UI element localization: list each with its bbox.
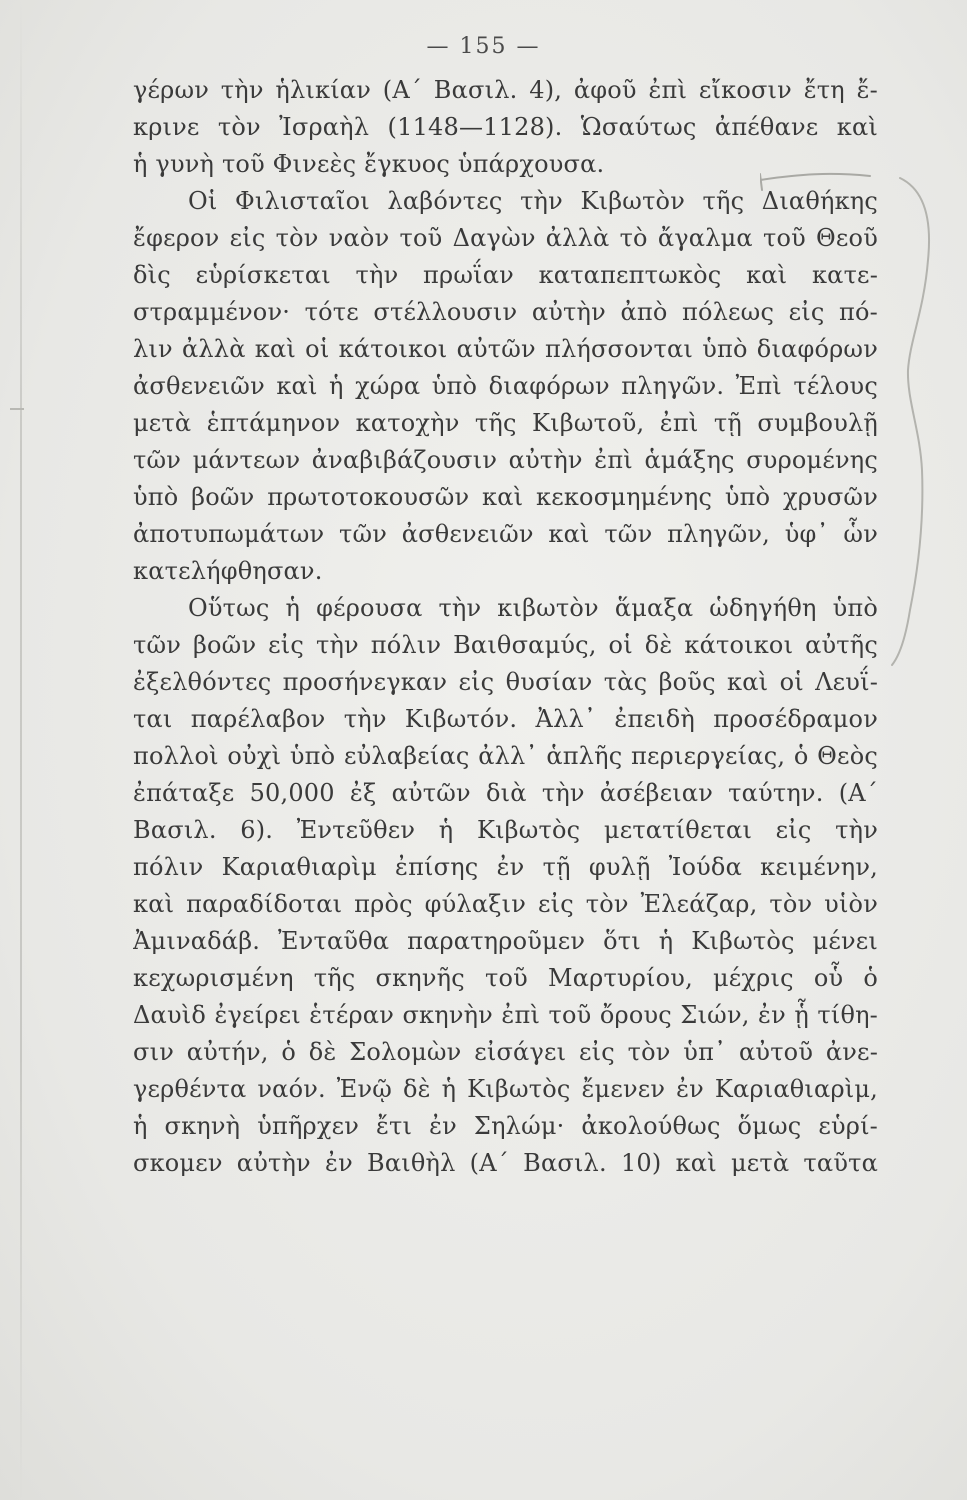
text-line: ἐξελθόντες προσήνεγκαν εἰς θυσίαν τὰς βοῦς καὶ οἱ Λευΐ- — [133, 668, 878, 696]
text-line: ἐπάταξε 50,000 ἐξ αὐτῶν διὰ τὴν ἀσέβειαν ταύτην. (Α´ — [133, 779, 878, 807]
text-line: μετὰ ἑπτάμηνον κατοχὴν τῆς Κιβωτοῦ, ἐπὶ τῇ συμβουλῇ — [133, 409, 878, 437]
text-line: λιν ἀλλὰ καὶ οἱ κάτοικοι αὐτῶν πλήσσονται ὑπὸ διαφόρων — [133, 335, 878, 363]
text-line: πολλοὶ οὐχὶ ὑπὸ εὐλαβείας ἀλλ᾽ ἁπλῆς περιεργείας, ὁ Θεὸς — [133, 742, 878, 770]
text-line: ἔφερον εἰς τὸν ναὸν τοῦ Δαγὼν ἀλλὰ τὸ ἄγαλμα τοῦ Θεοῦ — [133, 224, 878, 252]
text-line: πόλιν Καριαθιαρὶμ ἐπίσης ἐν τῇ φυλῇ Ἰούδα κειμένην, — [133, 853, 878, 881]
page-fold-shadow — [20, 0, 22, 1500]
text-line: ἀσθενειῶν καὶ ἡ χώρα ὑπὸ διαφόρων πληγῶν. Ἐπὶ τέλους — [133, 372, 878, 400]
margin-mark — [10, 408, 24, 410]
pencil-bracket-mark — [760, 160, 960, 680]
text-line: κρινε τὸν Ἰσραὴλ (1148—1128). Ὡσαύτως ἀπέθανε καὶ — [133, 113, 878, 141]
text-line: ἡ σκηνὴ ὑπῆρχεν ἔτι ἐν Σηλώμ· ἀκολούθως ὅμως εὑρί- — [133, 1112, 878, 1140]
text-line: κεχωρισμένη τῆς σκηνῆς τοῦ Μαρτυρίου, μέχρις οὗ ὁ — [133, 964, 878, 992]
text-line: Δαυὶδ ἐγείρει ἑτέραν σκηνὴν ἐπὶ τοῦ ὄρους Σιών, ἐν ᾗ τίθη- — [133, 1001, 878, 1029]
text-line: Βασιλ. 6). Ἐντεῦθεν ἡ Κιβωτὸς μετατίθεται εἰς τὴν — [133, 816, 878, 844]
page-number: — 155 — — [426, 34, 541, 59]
text-line: τῶν βοῶν εἰς τὴν πόλιν Βαιθσαμύς, οἱ δὲ κάτοικοι αὐτῆς — [133, 631, 878, 659]
text-line: στραμμένον· τότε στέλλουσιν αὐτὴν ἀπὸ πόλεως εἰς πό- — [133, 298, 878, 326]
text-line: Ἀμιναδάβ. Ἐνταῦθα παρατηροῦμεν ὅτι ἡ Κιβωτὸς μένει — [133, 927, 878, 955]
text-line: καὶ παραδίδοται πρὸς φύλαξιν εἰς τὸν Ἐλεάζαρ, τὸν υἱὸν — [133, 890, 878, 918]
text-line: σιν αὐτήν, ὁ δὲ Σολομὼν εἰσάγει εἰς τὸν ὑπ᾽ αὐτοῦ ἀνε- — [133, 1038, 878, 1066]
text-line: γέρων τὴν ἡλικίαν (Α´ Βασιλ. 4), ἀφοῦ ἐπὶ εἴκοσιν ἔτη ἔ- — [133, 76, 878, 104]
text-line: ἀποτυπωμάτων τῶν ἀσθενειῶν καὶ τῶν πληγῶν, ὑφ᾽ ὧν — [133, 520, 878, 548]
text-line: ὑπὸ βοῶν πρωτοτοκουσῶν καὶ κεκοσμημένης ὑπὸ χρυσῶν — [133, 483, 878, 511]
text-line: σκομεν αὐτὴν ἐν Βαιθὴλ (Α´ Βασιλ. 10) καὶ μετὰ ταῦτα — [133, 1149, 878, 1177]
text-line: Οὕτως ἡ φέρουσα τὴν κιβωτὸν ἅμαξα ὡδηγήθη ὑπὸ — [188, 594, 878, 622]
text-line: Οἱ Φιλισταῖοι λαβόντες τὴν Κιβωτὸν τῆς Διαθήκης — [188, 187, 878, 215]
text-line: γερθέντα ναόν. Ἐνῷ δὲ ἡ Κιβωτὸς ἔμενεν ἐν Καριαθιαρὶμ, — [133, 1075, 878, 1103]
text-line: δὶς εὑρίσκεται τὴν πρωΐαν καταπεπτωκὸς καὶ κατε- — [133, 261, 878, 289]
text-line: κατελήφθησαν. — [133, 557, 323, 585]
text-line: τῶν μάντεων ἀναβιβάζουσιν αὐτὴν ἐπὶ ἁμάξης συρομένης — [133, 446, 878, 474]
text-line: ται παρέλαβον τὴν Κιβωτόν. Ἀλλ᾽ ἐπειδὴ προσέδραμον — [133, 705, 878, 733]
text-line: ἡ γυνὴ τοῦ Φινεὲς ἔγκυος ὑπάρχουσα. — [133, 150, 605, 178]
